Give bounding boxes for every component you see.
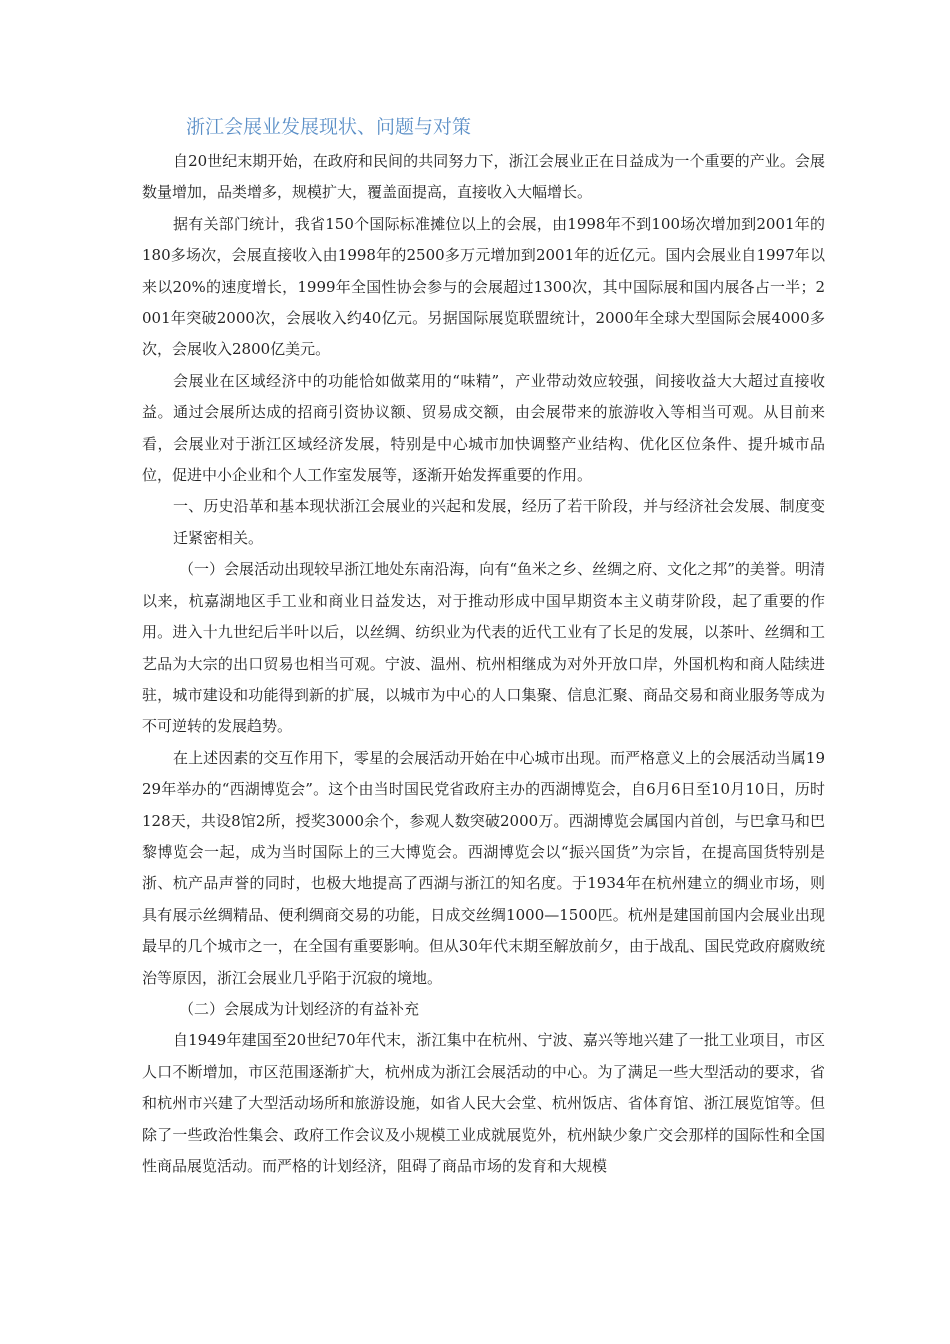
paragraph-statistics: 据有关部门统计，我省150个国际标准摊位以上的会展，由1998年不到100场次增加到2001年的180多场次，会展直接收入由1998年的2500多万元增加到2001年的近亿元。国内会展业自1997年以来以20%的速度增长，1999年全国性协会参与的会展超过1300次，其中国际展和国内展各占一半；2001年突破2000次，会展收入约40亿元。另据国际展览联盟统计，2000年全球大型国际会展4000多次，会展收入2800亿美元。 <box>142 214 825 359</box>
paragraph-planned-economy: 自1949年建国至20世纪70年代末，浙江集中在杭州、宁波、嘉兴等地兴建了一批工业项目，市区人口不断增加，市区范围逐渐扩大，杭州成为浙江会展活动的中心。为了满足一些大型活动的要求，省和杭州市兴建了大型活动场所和旅游设施，如省人民大会堂、杭州饭店、省体育馆、浙江展览馆等。但除了一些政治性集会、政府工作会议及小规模工业成就展览外，杭州缺少象广交会那样的国际性和全国性商品展览活动。而严格的计划经济，阻碍了商品市场的发育和大规模 <box>142 1031 825 1175</box>
paragraph-intro: 自20世纪末期开始，在政府和民间的共同努力下，浙江会展业正在日益成为一个重要的产业。会展数量增加，品类增多，规模扩大，覆盖面提高，直接收入大幅增长。 <box>142 152 825 202</box>
paragraph-function: 会展业在区域经济中的功能恰如做菜用的“味精”，产业带动效应较强，间接收益大大超过直接收益。通过会展所达成的招商引资协议额、贸易成交额，由会展带来的旅游收入等相当可观。从目前来看，会展业对于浙江区域经济发展，特别是中心城市加快调整产业结构、优化区位条件、提升城市品位，促进中小企业和个人工作室发展等，逐渐开始发挥重要的作用。 <box>142 371 825 485</box>
paragraph-west-lake-expo: 在上述因素的交互作用下，零星的会展活动开始在中心城市出现。而严格意义上的会展活动当属1929年举办的“西湖博览会”。这个由当时国民党省政府主办的西湖博览会，自6月6日至10月10日，历时128天，共设8馆2所，授奖3000余个，参观人数突破2000万。西湖博览会属国内首创，与巴拿马和巴黎博览会一起，成为当时国际上的三大博览会。西湖博览会以“振兴国货”为宗旨，在提高国货特别是浙、杭产品声誉的同时，也极大地提高了西湖与浙江的知名度。于1934年在杭州建立的绸业市场，则具有展示丝绸精品、便利绸商交易的功能，日成交丝绸1000—1500匹。杭州是建国前国内会展业出现最早的几个城市之一，在全国有重要影响。但从30年代末期至解放前夕，由于战乱、国民党政府腐败统治等原因，浙江会展业几乎陷于沉寂的境地。 <box>142 748 825 987</box>
subsection-early-activities: （一）会展活动出现较早浙江地处东南沿海，向有“鱼米之乡、丝绸之府、文化之邦”的美誉。明清以来，杭嘉湖地区手工业和商业日益发达，对于推动形成中国早期资本主义萌芽阶段，起了重要的作用。进入十九世纪后半叶以后，以丝绸、纺织业为代表的近代工业有了长足的发展，以茶叶、丝绸和工艺品为大宗的出口贸易也相当可观。宁波、温州、杭州相继成为对外开放口岸，外国机构和商人陆续进驻，城市建设和功能得到新的扩展，以城市为中心的人口集聚、信息汇聚、商品交易和商业服务等成为不可逆转的发展趋势。 <box>142 560 825 736</box>
document-title: 浙江会展业发展现状、问题与对策 <box>186 116 472 138</box>
document-body <box>142 146 825 1182</box>
section-heading-history: 一、历史沿革和基本现状浙江会展业的兴起和发展，经历了若干阶段，并与经济社会发展、制度变迁紧密相关。 <box>173 497 825 547</box>
subsection-planned-economy-heading: （二）会展成为计划经济的有益补充 <box>179 999 420 1018</box>
